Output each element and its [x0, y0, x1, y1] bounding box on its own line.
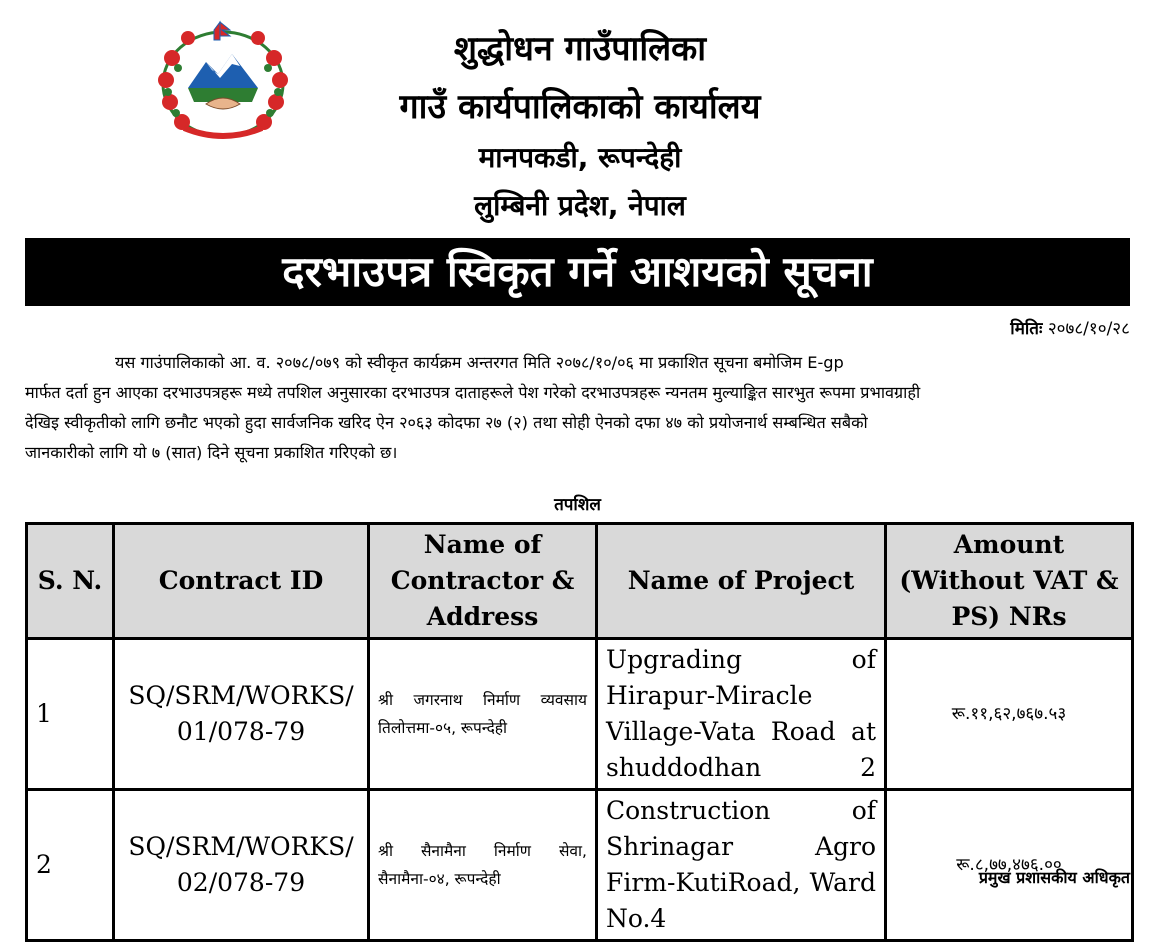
cell-project: Construction of Shrinagar Agro Firm-KutiRoad, Ward No.4 — [597, 790, 886, 941]
details-heading: तपशिल — [554, 495, 601, 515]
body-line: देखिइ स्वीकृतीको लागि छनौट भएको हुदा सार्वजनिक खरिद ऐन २०६३ कोदफा २७ (२) तथा सोही ऐनको दफा ४७ को प्रयोजनार्थ सम्बन्धित सबैको — [25, 413, 868, 432]
cell-contractor: श्री जगरनाथ निर्माण व्यवसाय तिलोत्तमा-०५, रूपन्देही — [369, 639, 597, 790]
body-line: यस गाउंपालिकाको आ. व. २०७८/०७९ को स्वीकृत कार्यक्रम अन्तरगत मिति २०७८/१०/०६ मा प्रकाशित सूचना बमोजिम E-gp — [115, 353, 844, 372]
notice-date — [1010, 316, 1130, 339]
table-header-row — [27, 524, 1133, 639]
column-header-project: Name of Project — [597, 524, 886, 639]
cell-sn: 2 — [27, 790, 114, 941]
contracts-table-wrapper — [25, 522, 1131, 942]
cell-project: Upgrading of Hirapur-Miracle Village-Vata Road at shuddodhan 2 — [597, 639, 886, 790]
cell-amount: रू.८,७७,४७६.०० — [886, 790, 1133, 941]
date-value: २०७८/१०/२८ — [1047, 319, 1130, 339]
office-address-line1: मानपकडी, रूपन्देही — [478, 141, 682, 174]
cell-sn: 1 — [27, 639, 114, 790]
notice-title-banner: दरभाउपत्र स्विकृत गर्ने आशयको सूचना — [25, 238, 1130, 306]
nepal-government-emblem-icon — [148, 18, 298, 148]
table-row — [27, 790, 1133, 941]
table-row — [27, 639, 1133, 790]
office-title: शुद्धोधन गाउँपालिका — [453, 29, 707, 69]
office-address-line2: लुम्बिनी प्रदेश, नेपाल — [474, 189, 686, 222]
column-header-sn: S. N. — [27, 524, 114, 639]
body-line: जानकारीको लागि यो ७ (सात) दिने सूचना प्रकाशित गरिएको छ। — [25, 443, 398, 462]
date-label: मितिः — [1010, 319, 1043, 339]
column-header-amount: Amount (Without VAT & PS) NRs — [886, 524, 1133, 639]
notice-body — [25, 348, 1130, 468]
office-subtitle: गाउँ कार्यपालिकाको कार्यालय — [399, 87, 761, 127]
column-header-contractor: Name of Contractor & Address — [369, 524, 597, 639]
signatory-title: प्रमुख प्रशासकीय अधिकृत — [978, 868, 1130, 887]
body-line: मार्फत दर्ता हुन आएका दरभाउपत्रहरू मध्ये तपशिल अनुसारका दरभाउपत्र दाताहरूले पेश गरेको दरभाउपत्रहरू न्यनतम मुल्याङ्कित सारभुत रूपमा प्रभावग्राही — [25, 383, 921, 402]
column-header-contract-id: Contract ID — [114, 524, 369, 639]
cell-amount: रू.११,६२,७६७.५३ — [886, 639, 1133, 790]
cell-contract-id: SQ/SRM/WORKS/ 01/078-79 — [114, 639, 369, 790]
contracts-table — [25, 522, 1134, 942]
cell-contract-id: SQ/SRM/WORKS/ 02/078-79 — [114, 790, 369, 941]
cell-contractor: श्री सैनामैना निर्माण सेवा, सैनामैना-०४, रूपन्देही — [369, 790, 597, 941]
